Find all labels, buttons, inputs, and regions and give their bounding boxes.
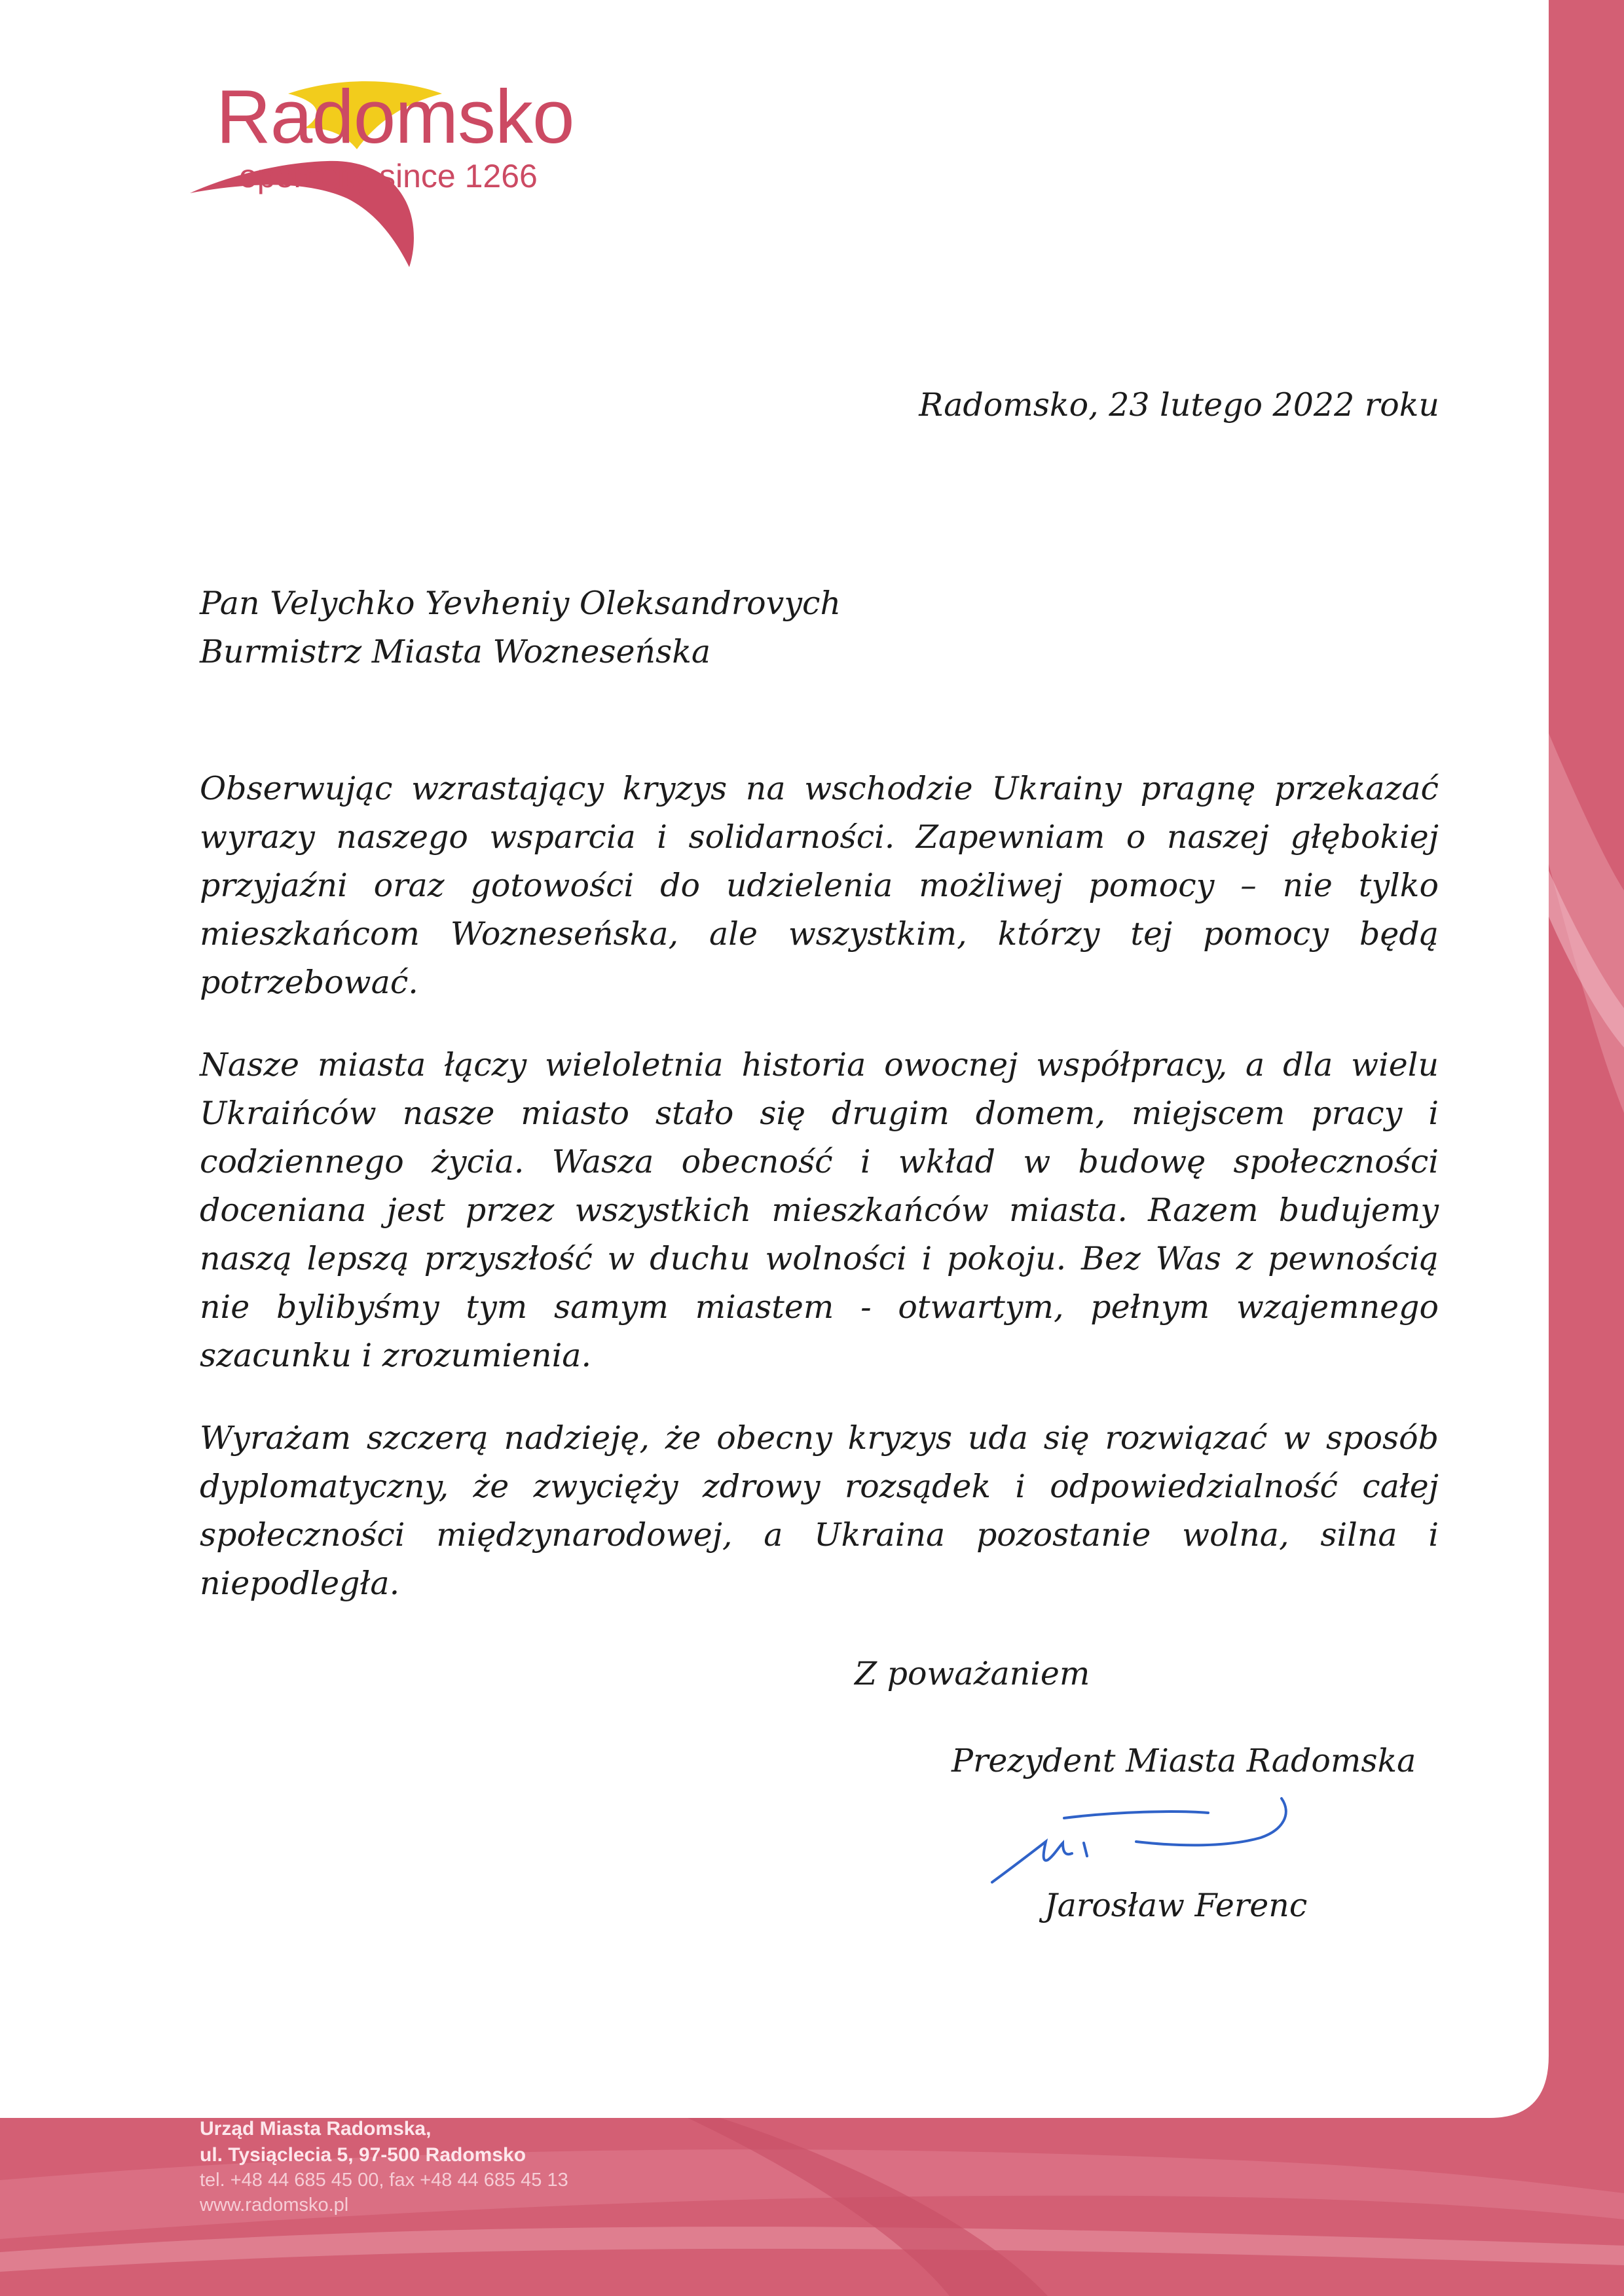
signer-name: Jarosław Ferenc <box>1044 1887 1308 1924</box>
body-paragraph-1: Obserwując wzrastający kryzys na wschodzie Ukrainy pragnę przekazać wyrazy naszego wsparcia i solidarności. Zapewniam o naszej głębokiej przyjaźni oraz gotowości do udzielenia możliwej pomocy – nie tylko mieszkańcom Wozneseńska, ale wszystkim, którzy tej pomocy będą potrzebować. <box>200 770 1439 1001</box>
logo-wordmark: Radomsko <box>216 74 574 159</box>
letter-body <box>200 765 1439 1642</box>
footer-contact <box>200 2116 568 2218</box>
body-paragraph-3: Wyrażam szczerą nadzieję, że obecny kryzys uda się rozwiązać w sposób dyplomatyczny, że zwycięży zdrowy rozsądek i odpowiedzialność całej społeczności międzynarodowej, a Ukraina pozostanie wolna, silna i niepodległa. <box>200 1419 1439 1602</box>
footer-website[interactable]: www.radomsko.pl <box>200 2195 349 2216</box>
logo-tagline: open city since 1266 <box>239 158 538 194</box>
letter-date: Radomsko, 23 lutego 2022 roku <box>919 386 1439 424</box>
footer-office: Urząd Miasta Radomska, <box>200 2118 432 2140</box>
body-paragraph-2: Nasze miasta łączy wieloletnia historia owocnej współpracy, a dla wielu Ukraińców nasze miasto stało się drugim domem, miejscem pracy i codziennego życia. Wasza obecność i wkład w budowę społeczności doceniana jest przez wszystkich mieszkańców miasta. Razem budujemy naszą lepszą przyszłość w duchu wolności i pokoju. Bez Was z pewnością nie bylibyśmy tym samym miastem - otwartym, pełnym wzajemnego szacunku i zrozumienia. <box>200 1046 1439 1374</box>
handwritten-signature <box>986 1791 1326 1889</box>
recipient-block <box>200 579 841 676</box>
closing-phrase: Z poważaniem <box>855 1655 1090 1692</box>
signer-title: Prezydent Miasta Radomska <box>951 1742 1416 1779</box>
recipient-title: Burmistrz Miasta Wozneseńska <box>200 632 711 670</box>
footer-address: ul. Tysiąclecia 5, 97-500 Radomsko <box>200 2143 526 2166</box>
right-band <box>1549 0 1624 2296</box>
footer-phone: tel. +48 44 685 45 00, fax +48 44 685 45 13 <box>200 2170 568 2191</box>
recipient-name: Pan Velychko Yevheniy Oleksandrovych <box>200 585 841 622</box>
